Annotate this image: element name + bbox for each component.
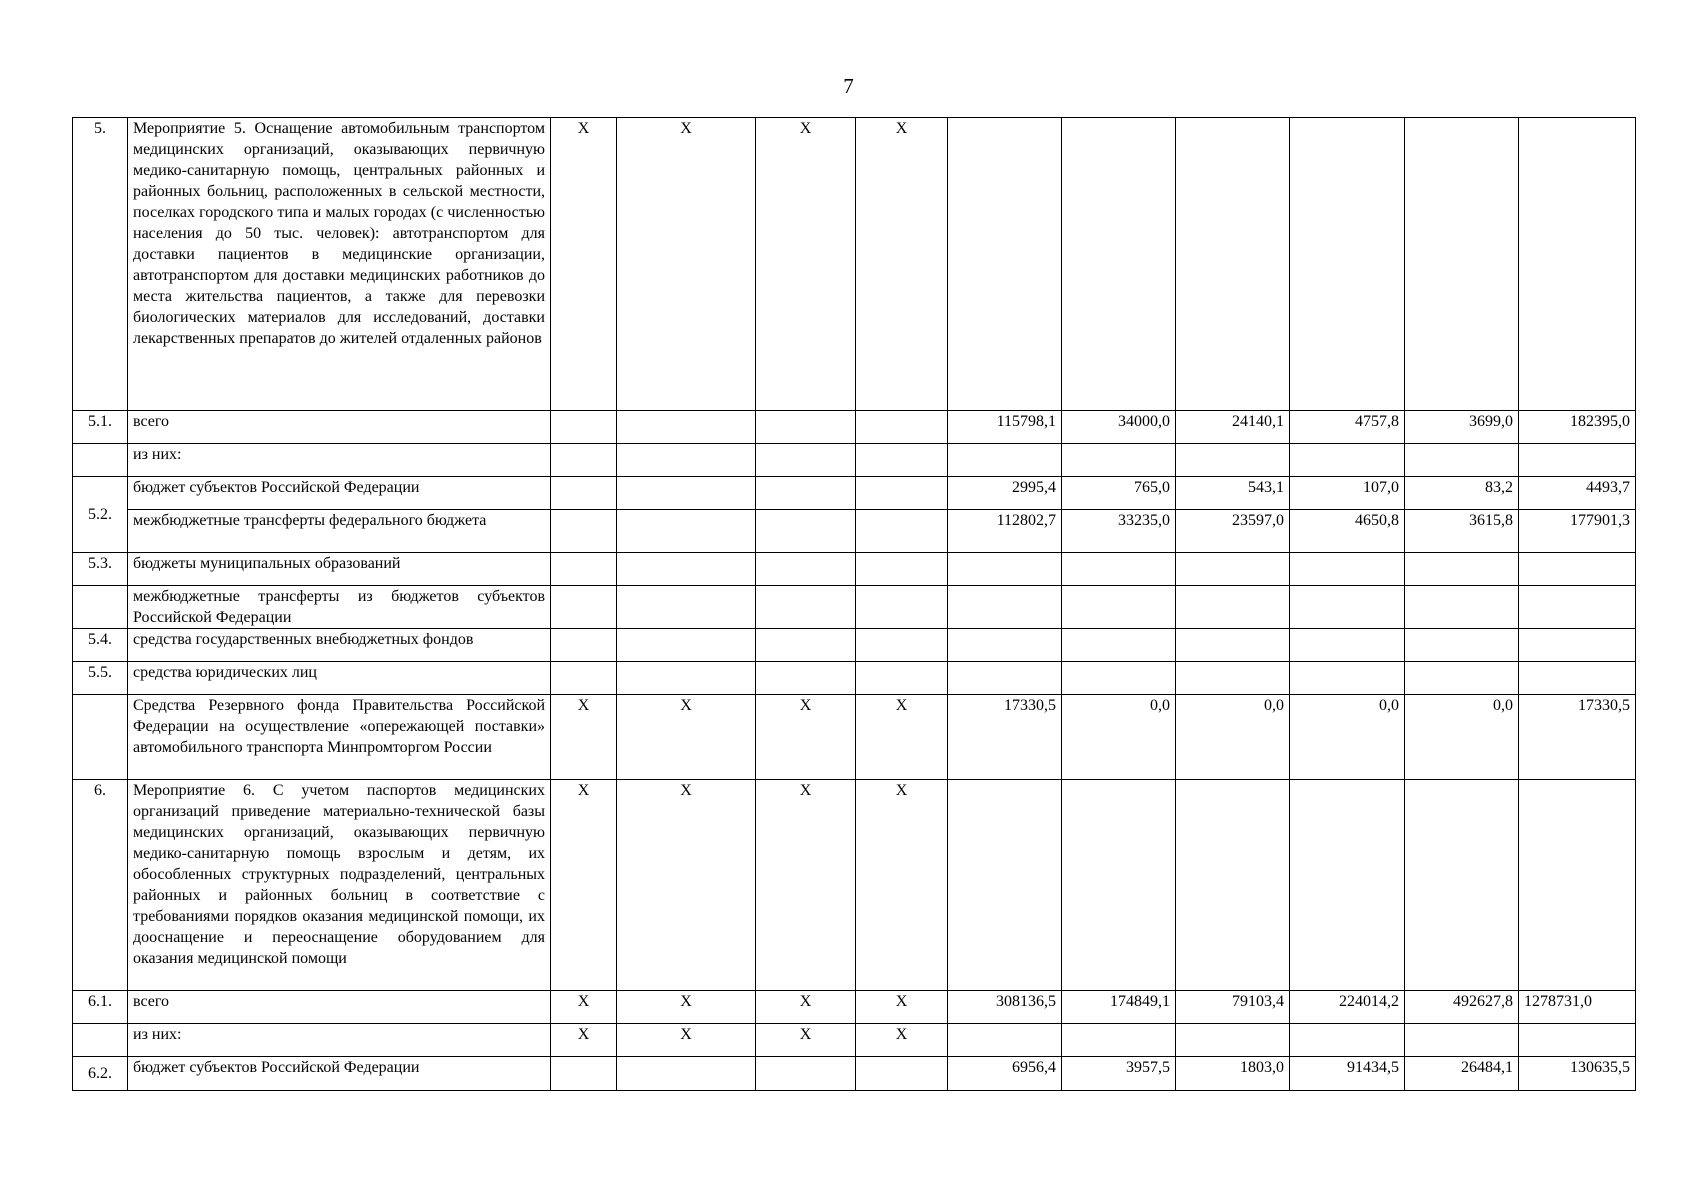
cell-value [948, 629, 1062, 662]
cell-value: 0,0 [1062, 695, 1176, 780]
row-number: 5.4. [73, 629, 128, 662]
cell-x [756, 629, 856, 662]
row-description: всего [128, 411, 551, 444]
cell-x [856, 444, 948, 477]
cell-x: X [617, 118, 756, 411]
cell-value: 4493,7 [1519, 477, 1636, 510]
cell-value [948, 586, 1062, 629]
cell-value: 543,1 [1176, 477, 1290, 510]
cell-value [1405, 553, 1519, 586]
cell-x [617, 510, 756, 553]
cell-value: 17330,5 [948, 695, 1062, 780]
row-description: межбюджетные трансферты федерального бюджета [128, 510, 551, 553]
cell-value: 79103,4 [1176, 991, 1290, 1024]
cell-x: X [756, 780, 856, 991]
cell-value [1405, 662, 1519, 695]
cell-x [856, 411, 948, 444]
cell-x [617, 444, 756, 477]
cell-x [856, 662, 948, 695]
cell-value: 0,0 [1405, 695, 1519, 780]
cell-value [1519, 629, 1636, 662]
cell-value [1176, 118, 1290, 411]
cell-value [1519, 780, 1636, 991]
cell-value [1062, 444, 1176, 477]
cell-value [1062, 586, 1176, 629]
cell-x [756, 411, 856, 444]
cell-x: X [756, 695, 856, 780]
cell-value: 174849,1 [1062, 991, 1176, 1024]
row-description: из них: [128, 444, 551, 477]
cell-value [1519, 586, 1636, 629]
cell-x [551, 510, 617, 553]
cell-value [1062, 780, 1176, 991]
cell-x [551, 1057, 617, 1091]
cell-x [756, 586, 856, 629]
cell-value [1290, 586, 1405, 629]
cell-x [551, 411, 617, 444]
cell-value [1062, 1024, 1176, 1057]
row-number: 6.2. [73, 1057, 128, 1091]
table-row [73, 1057, 1636, 1091]
cell-x [551, 444, 617, 477]
cell-value: 0,0 [1176, 695, 1290, 780]
cell-value: 2995,4 [948, 477, 1062, 510]
cell-value: 1278731,0 [1519, 991, 1636, 1024]
cell-value [1062, 662, 1176, 695]
cell-value [1519, 1024, 1636, 1057]
cell-x [617, 1057, 756, 1091]
cell-x: X [856, 780, 948, 991]
cell-value [1405, 586, 1519, 629]
cell-x [756, 477, 856, 510]
row-number [73, 444, 128, 477]
cell-x [856, 553, 948, 586]
row-description: бюджет субъектов Российской Федерации [128, 477, 551, 510]
cell-value [1290, 780, 1405, 991]
cell-x: X [756, 118, 856, 411]
cell-value: 26484,1 [1405, 1057, 1519, 1091]
cell-x: X [551, 118, 617, 411]
cell-value [1062, 118, 1176, 411]
cell-value [948, 780, 1062, 991]
cell-x: X [856, 991, 948, 1024]
cell-value: 6956,4 [948, 1057, 1062, 1091]
cell-x: X [551, 991, 617, 1024]
cell-value [1176, 586, 1290, 629]
cell-x [617, 629, 756, 662]
table-row [73, 586, 1636, 629]
row-description: межбюджетные трансферты из бюджетов субъектов Российской Федерации [128, 586, 551, 629]
table-row [73, 662, 1636, 695]
cell-value: 3699,0 [1405, 411, 1519, 444]
table-row [73, 118, 1636, 411]
cell-x: X [856, 118, 948, 411]
row-description: бюджеты муниципальных образований [128, 553, 551, 586]
cell-value: 3615,8 [1405, 510, 1519, 553]
cell-value [1176, 553, 1290, 586]
cell-x [551, 477, 617, 510]
row-number: 5.5. [73, 662, 128, 695]
cell-value: 83,2 [1405, 477, 1519, 510]
cell-value: 1803,0 [1176, 1057, 1290, 1091]
cell-x: X [756, 1024, 856, 1057]
cell-value [1290, 444, 1405, 477]
cell-value [948, 1024, 1062, 1057]
cell-x: X [856, 1024, 948, 1057]
cell-value [1405, 444, 1519, 477]
cell-x [551, 629, 617, 662]
cell-value [1519, 444, 1636, 477]
cell-x [617, 662, 756, 695]
cell-value: 33235,0 [1062, 510, 1176, 553]
row-description: Мероприятие 6. С учетом паспортов медицинских организаций приведение материально-технической базы медицинских организаций, оказывающих первичную медико-санитарную помощь взрослым и детям, их обособленных структурных подразделений, центральных районных и районных больниц в соответствие с требованиями порядков оказания медицинской помощи, их дооснащение и переоснащение оборудованием для оказания медицинской помощи [128, 780, 551, 991]
cell-value [1290, 553, 1405, 586]
cell-value: 112802,7 [948, 510, 1062, 553]
cell-x: X [551, 695, 617, 780]
cell-x [551, 586, 617, 629]
cell-value: 224014,2 [1290, 991, 1405, 1024]
table-row [73, 411, 1636, 444]
table-row [73, 629, 1636, 662]
cell-value: 308136,5 [948, 991, 1062, 1024]
cell-x [551, 662, 617, 695]
table-row [73, 780, 1636, 991]
cell-value [1062, 553, 1176, 586]
row-number: 5.1. [73, 411, 128, 444]
row-description: из них: [128, 1024, 551, 1057]
cell-value [1176, 629, 1290, 662]
cell-x [617, 586, 756, 629]
cell-x [617, 411, 756, 444]
row-description: средства юридических лиц [128, 662, 551, 695]
cell-x [756, 510, 856, 553]
cell-value: 4757,8 [1290, 411, 1405, 444]
page-number: 7 [843, 74, 854, 98]
cell-value: 765,0 [1062, 477, 1176, 510]
cell-value: 3957,5 [1062, 1057, 1176, 1091]
cell-x [756, 553, 856, 586]
cell-value: 177901,3 [1519, 510, 1636, 553]
cell-value: 0,0 [1290, 695, 1405, 780]
row-number [73, 695, 128, 780]
cell-value [1519, 662, 1636, 695]
cell-x: X [856, 695, 948, 780]
cell-value [948, 662, 1062, 695]
table-row [73, 510, 1636, 553]
budget-table [72, 117, 1636, 1091]
cell-x [856, 510, 948, 553]
row-description: Мероприятие 5. Оснащение автомобильным транспортом медицинских организаций, оказывающих первичную медико-санитарную помощь, центральных районных и районных больниц, расположенных в сельской местности, поселках городского типа и малых городах (с численностью населения до 50 тыс. человек): автотранспортом для доставки пациентов в медицинские организации, автотранспортом для доставки медицинских работников до места жительства пациентов, а также для перевозки биологических материалов для исследований, доставки лекарственных препаратов до жителей отдаленных районов [128, 118, 551, 411]
cell-value [948, 444, 1062, 477]
row-number: 5. [73, 118, 128, 411]
cell-x [856, 477, 948, 510]
cell-x [856, 629, 948, 662]
cell-value: 17330,5 [1519, 695, 1636, 780]
cell-x: X [617, 991, 756, 1024]
cell-x [756, 662, 856, 695]
cell-value [1405, 629, 1519, 662]
cell-x [856, 1057, 948, 1091]
cell-value [1176, 444, 1290, 477]
cell-value: 24140,1 [1176, 411, 1290, 444]
cell-x: X [551, 1024, 617, 1057]
cell-value [1176, 662, 1290, 695]
table-row [73, 695, 1636, 780]
cell-value [1176, 1024, 1290, 1057]
cell-value [1405, 780, 1519, 991]
cell-value [1290, 629, 1405, 662]
cell-value [1062, 629, 1176, 662]
cell-value [1176, 780, 1290, 991]
cell-value: 115798,1 [948, 411, 1062, 444]
table-row [73, 444, 1636, 477]
row-number: 6.1. [73, 991, 128, 1024]
cell-value: 130635,5 [1519, 1057, 1636, 1091]
cell-value [1405, 118, 1519, 411]
cell-x [617, 477, 756, 510]
row-number [73, 1024, 128, 1057]
cell-value [1290, 662, 1405, 695]
cell-value: 107,0 [1290, 477, 1405, 510]
cell-x: X [617, 1024, 756, 1057]
cell-x: X [617, 695, 756, 780]
cell-value: 4650,8 [1290, 510, 1405, 553]
row-description: бюджет субъектов Российской Федерации [128, 1057, 551, 1091]
cell-x: X [617, 780, 756, 991]
cell-value [948, 553, 1062, 586]
cell-value [1405, 1024, 1519, 1057]
cell-value: 182395,0 [1519, 411, 1636, 444]
row-number: 6. [73, 780, 128, 991]
cell-x [551, 553, 617, 586]
table-body [73, 118, 1636, 1091]
cell-value [1519, 553, 1636, 586]
cell-value [1290, 1024, 1405, 1057]
table-row [73, 477, 1636, 510]
row-description: средства государственных внебюджетных фондов [128, 629, 551, 662]
table-row [73, 553, 1636, 586]
cell-x [756, 444, 856, 477]
row-description: Средства Резервного фонда Правительства Российской Федерации на осуществление «опережающей поставки» автомобильного транспорта Минпромторгом России [128, 695, 551, 780]
cell-x: X [756, 991, 856, 1024]
cell-value: 492627,8 [1405, 991, 1519, 1024]
cell-value [1519, 118, 1636, 411]
row-description: всего [128, 991, 551, 1024]
table-row [73, 1024, 1636, 1057]
cell-value: 34000,0 [1062, 411, 1176, 444]
cell-x [756, 1057, 856, 1091]
row-number [73, 586, 128, 629]
row-number: 5.3. [73, 553, 128, 586]
table-row [73, 991, 1636, 1024]
cell-value [1290, 118, 1405, 411]
row-number: 5.2. [73, 477, 128, 553]
cell-x [617, 553, 756, 586]
cell-value: 23597,0 [1176, 510, 1290, 553]
cell-value [948, 118, 1062, 411]
cell-x: X [551, 780, 617, 991]
cell-x [856, 586, 948, 629]
cell-value: 91434,5 [1290, 1057, 1405, 1091]
